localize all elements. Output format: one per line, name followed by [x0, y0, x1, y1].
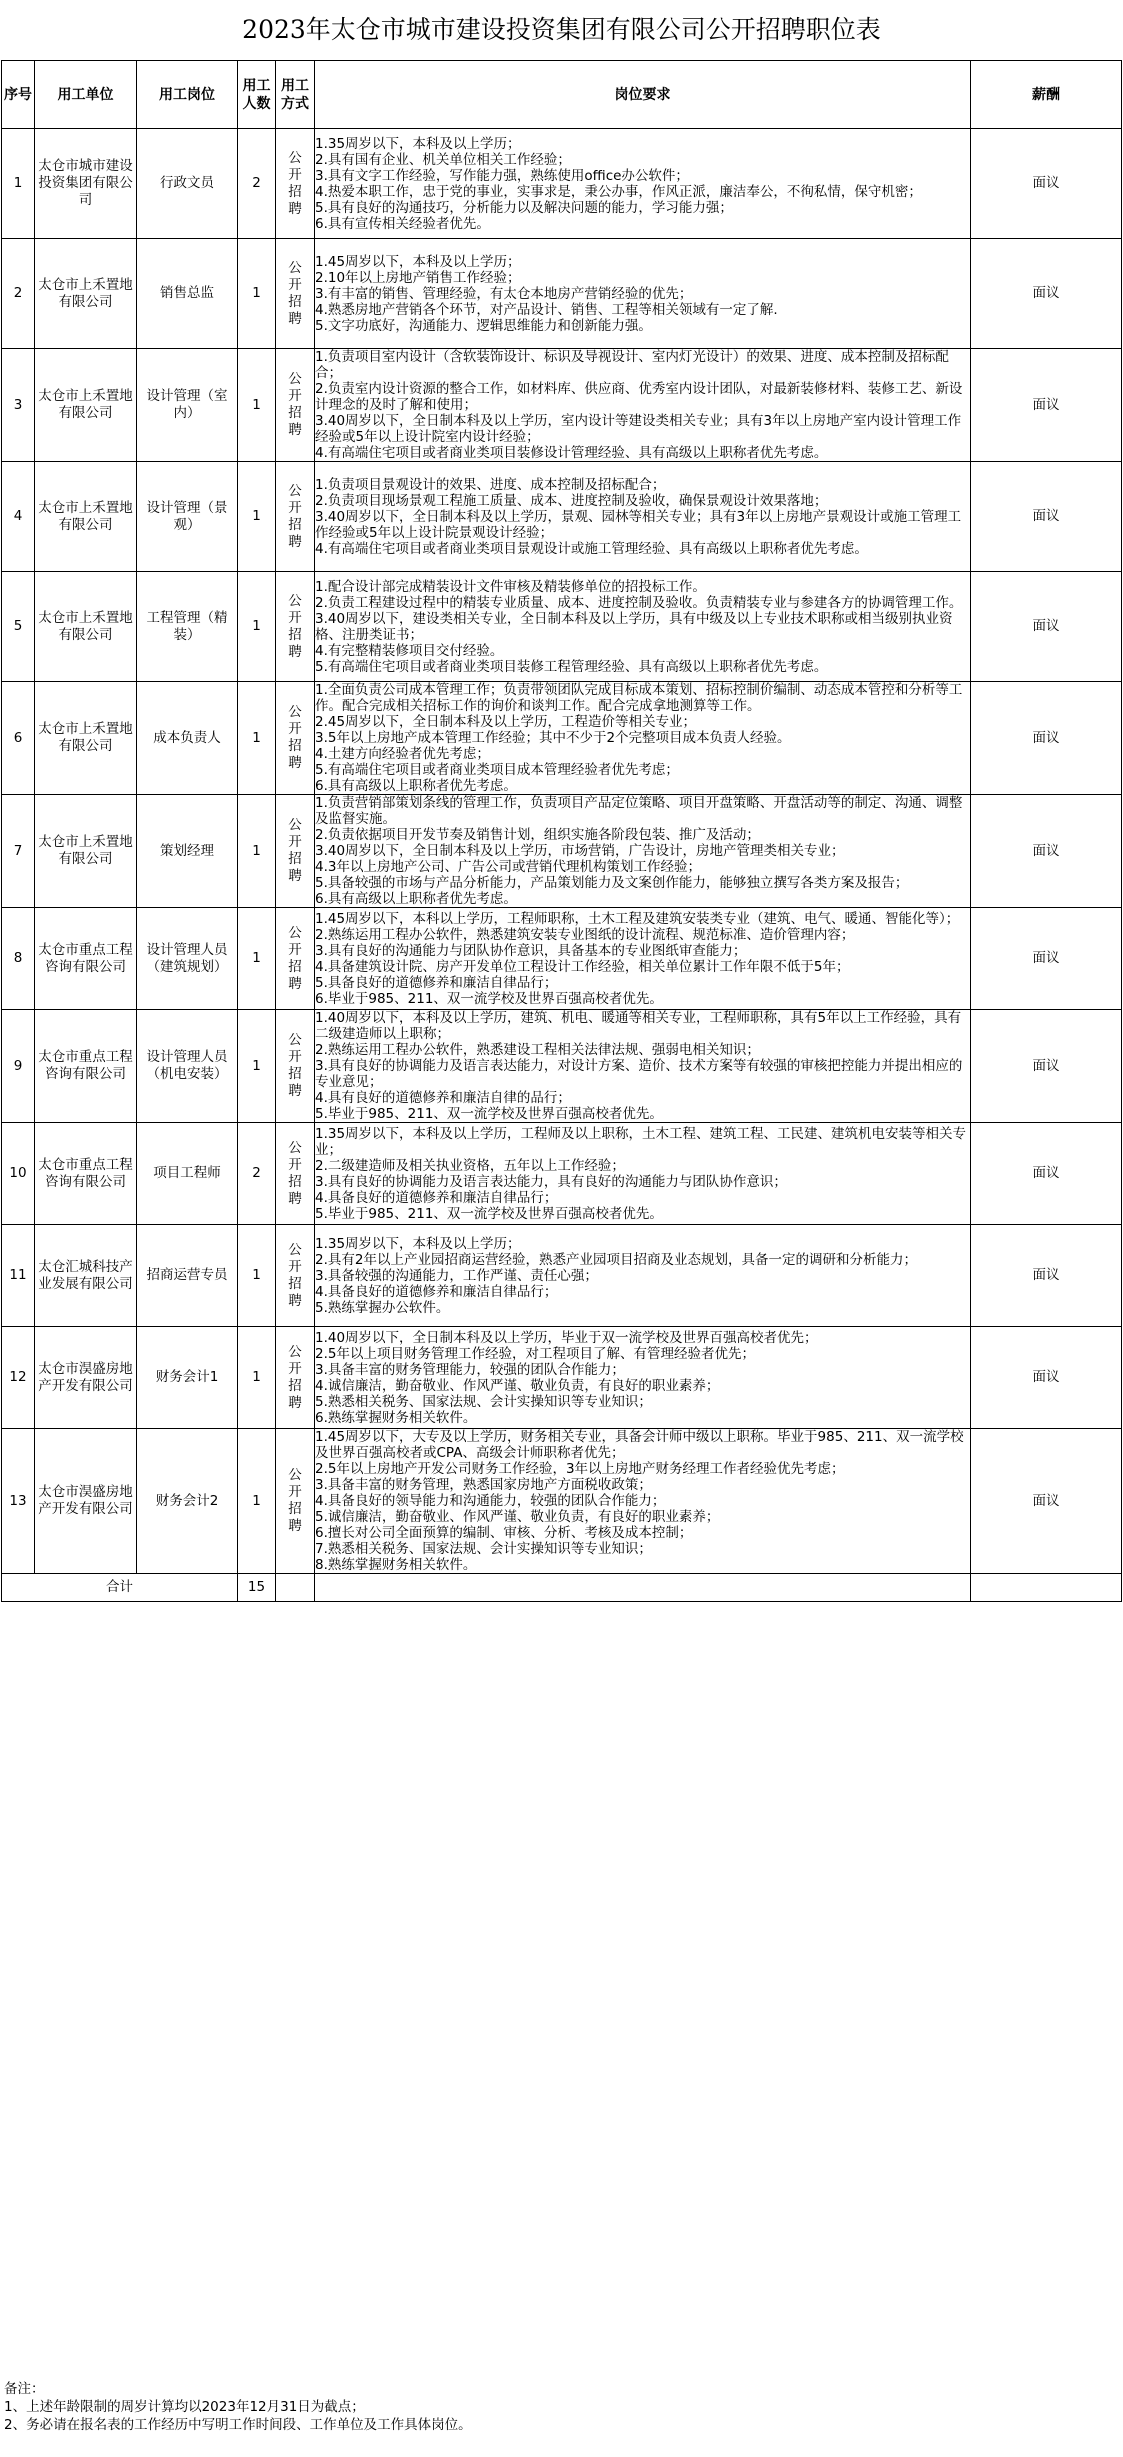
requirement-line: 4.有高端住宅项目或者商业类项目景观设计或施工管理经验、具有高级以上职称者优先考虑。 [315, 540, 868, 557]
total-empty-salary [971, 1574, 1122, 1602]
requirement-line: 5.熟练掌握办公软件。 [315, 1299, 450, 1316]
total-label: 合计 [2, 1574, 238, 1602]
row-position: 财务会计2 [137, 1429, 238, 1574]
requirement-line: 6.毕业于985、211、双一流学校及世界百强高校者优先。 [315, 990, 663, 1007]
row-no: 11 [2, 1225, 35, 1327]
table-row [2, 129, 1122, 239]
row-method: 公开招聘 [276, 1123, 315, 1225]
row-unit: 太仓市上禾置地有限公司 [35, 239, 137, 349]
row-requirements [315, 239, 971, 349]
row-unit: 太仓汇城科技产业发展有限公司 [35, 1225, 137, 1327]
table-row [2, 462, 1122, 572]
requirement-line: 3.具有文字工作经验，写作能力强，熟练使用office办公软件； [315, 167, 689, 184]
row-no: 2 [2, 239, 35, 349]
notes [4, 2380, 472, 2434]
header-count: 用工 人数 [238, 61, 276, 129]
requirement-line: 3.具备较强的沟通能力，工作严谨、责任心强； [315, 1267, 598, 1284]
row-requirements [315, 1225, 971, 1327]
row-position: 成本负责人 [137, 682, 238, 795]
row-unit: 太仓市上禾置地有限公司 [35, 572, 137, 682]
row-salary: 面议 [971, 462, 1122, 572]
row-method: 公开招聘 [276, 462, 315, 572]
requirement-line: 4.土建方向经验者优先考虑； [315, 746, 490, 762]
requirement-line: 5.文字功底好，沟通能力、逻辑思维能力和创新能力强。 [315, 317, 652, 334]
notes-heading: 备注： [4, 2381, 45, 2397]
row-count: 1 [238, 1010, 276, 1123]
row-no: 12 [2, 1327, 35, 1429]
requirement-line: 1.35周岁以下，本科及以上学历，工程师及以上职称，土木工程、建筑工程、工民建、建筑机电安装等相关专业； [315, 1125, 967, 1158]
row-unit: 太仓市上禾置地有限公司 [35, 349, 137, 462]
table-row [2, 1225, 1122, 1327]
requirement-line: 3.40周岁以下，全日制本科及以上学历，室内设计等建设类相关专业；具有3年以上房地产室内设计管理工作经验或5年以上设计院室内设计经验； [315, 413, 962, 445]
requirement-line: 1.40周岁以下，本科及以上学历，建筑、机电、暖通等相关专业，工程师职称，具有5年以上工作经验，具有二级建造师以上职称； [315, 1010, 962, 1042]
row-requirements [315, 1010, 971, 1123]
row-no: 1 [2, 129, 35, 239]
table-row [2, 1123, 1122, 1225]
requirement-line: 1.40周岁以下，全日制本科及以上学历，毕业于双一流学校及世界百强高校者优先； [315, 1329, 818, 1346]
row-count: 1 [238, 462, 276, 572]
row-count: 1 [238, 239, 276, 349]
requirement-line: 3.具有良好的协调能力及语言表达能力，具有良好的沟通能力与团队协作意识； [315, 1173, 787, 1190]
row-method: 公开招聘 [276, 1010, 315, 1123]
row-requirements [315, 1429, 971, 1574]
row-position: 设计管理（室内） [137, 349, 238, 462]
requirement-line: 2.具有2年以上产业园招商运营经验，熟悉产业园项目招商及业态规划，具备一定的调研和分析能力； [315, 1251, 917, 1268]
header-method: 用工 方式 [276, 61, 315, 129]
row-salary: 面议 [971, 908, 1122, 1010]
row-requirements [315, 1327, 971, 1429]
requirement-line: 3.40周岁以下，全日制本科及以上学历，景观、园林等相关专业；具有3年以上房地产景观设计或施工管理工作经验或5年以上设计院景观设计经验； [315, 508, 962, 541]
requirement-line: 2.5年以上项目财务管理工作经验，对工程项目了解、有管理经验者优先； [315, 1345, 755, 1362]
table-row [2, 1010, 1122, 1123]
row-salary: 面议 [971, 349, 1122, 462]
table-row [2, 349, 1122, 462]
table-header-row [2, 61, 1122, 129]
requirement-line: 5.具备良好的道德修养和廉洁自律品行； [315, 974, 558, 991]
requirement-line: 1.配合设计部完成精装设计文件审核及精装修单位的招投标工作。 [315, 578, 706, 595]
requirement-line: 5.有高端住宅项目或者商业类项目装修工程管理经验、具有高级以上职称者优先考虑。 [315, 658, 828, 675]
requirement-line: 6.具有宣传相关经验者优先。 [315, 215, 490, 232]
requirement-line: 1.负责项目景观设计的效果、进度、成本控制及招标配合； [315, 476, 666, 493]
row-count: 1 [238, 572, 276, 682]
row-unit: 太仓市重点工程咨询有限公司 [35, 1010, 137, 1123]
row-count: 1 [238, 682, 276, 795]
job-table [1, 60, 1122, 1602]
table-row [2, 572, 1122, 682]
requirement-line: 5.具有良好的沟通技巧，分析能力以及解决问题的能力，学习能力强； [315, 199, 733, 216]
requirement-line: 4.有高端住宅项目或者商业类项目装修设计管理经验、具有高级以上职称者优先考虑。 [315, 445, 828, 461]
row-position: 设计管理（景观） [137, 462, 238, 572]
row-no: 10 [2, 1123, 35, 1225]
requirement-line: 2.负责工程建设过程中的精装专业质量、成本、进度控制及验收。负责精装专业与参建各方的协调管理工作。 [315, 594, 963, 611]
row-requirements [315, 572, 971, 682]
row-method: 公开招聘 [276, 1327, 315, 1429]
row-position: 销售总监 [137, 239, 238, 349]
table-body [2, 129, 1122, 1574]
row-salary: 面议 [971, 572, 1122, 682]
total-empty-method [276, 1574, 315, 1602]
row-method: 公开招聘 [276, 349, 315, 462]
table-row [2, 239, 1122, 349]
row-no: 7 [2, 795, 35, 908]
header-requirements: 岗位要求 [315, 61, 971, 129]
row-position: 设计管理人员（机电安装） [137, 1010, 238, 1123]
row-no: 4 [2, 462, 35, 572]
requirement-line: 2.10年以上房地产销售工作经验； [315, 269, 521, 286]
row-position: 招商运营专员 [137, 1225, 238, 1327]
row-unit: 太仓市上禾置地有限公司 [35, 462, 137, 572]
row-count: 1 [238, 349, 276, 462]
requirement-line: 2.5年以上房地产开发公司财务工作经验，3年以上房地产财务经理工作者经验优先考虑； [315, 1461, 845, 1477]
row-method: 公开招聘 [276, 129, 315, 239]
row-unit: 太仓市重点工程咨询有限公司 [35, 1123, 137, 1225]
requirement-line: 2.具有国有企业、机关单位相关工作经验； [315, 151, 571, 168]
row-method: 公开招聘 [276, 1225, 315, 1327]
row-unit: 太仓市城市建设投资集团有限公司 [35, 129, 137, 239]
row-salary: 面议 [971, 1225, 1122, 1327]
row-no: 3 [2, 349, 35, 462]
requirement-line: 4.具有良好的道德修养和廉洁自律的品行； [315, 1090, 571, 1106]
requirement-line: 2.二级建造师及相关执业资格，五年以上工作经验； [315, 1157, 625, 1174]
row-unit: 太仓市重点工程咨询有限公司 [35, 908, 137, 1010]
requirement-line: 6.具有高级以上职称者优先考虑。 [315, 778, 517, 794]
requirement-line: 2.熟练运用工程办公软件，熟悉建设工程相关法律法规、强弱电相关知识； [315, 1042, 760, 1058]
row-count: 1 [238, 1327, 276, 1429]
requirement-line: 4.具备良好的道德修养和廉洁自律品行； [315, 1283, 558, 1300]
requirement-line: 1.35周岁以下，本科及以上学历； [315, 135, 521, 152]
requirement-line: 3.40周岁以下，建设类相关专业，全日制本科及以上学历，具有中级及以上专业技术职称或相当级别执业资格、注册类证书； [315, 610, 953, 643]
total-row [2, 1574, 1122, 1602]
requirement-line: 6.具有高级以上职称者优先考虑。 [315, 891, 517, 907]
requirement-line: 2.45周岁以下，全日制本科及以上学历，工程造价等相关专业； [315, 714, 697, 730]
row-method: 公开招聘 [276, 572, 315, 682]
row-no: 6 [2, 682, 35, 795]
requirement-line: 3.具有良好的沟通能力与团队协作意识，具备基本的专业图纸审查能力； [315, 942, 747, 959]
requirement-line: 8.熟练掌握财务相关软件。 [315, 1557, 477, 1573]
row-position: 策划经理 [137, 795, 238, 908]
requirement-line: 1.45周岁以下，本科以上学历，工程师职称，土木工程及建筑安装类专业（建筑、电气、暖通、智能化等）； [315, 910, 960, 927]
page-title: 2023年太仓市城市建设投资集团有限公司公开招聘职位表 [242, 15, 881, 44]
row-requirements [315, 349, 971, 462]
row-salary: 面议 [971, 1327, 1122, 1429]
row-method: 公开招聘 [276, 239, 315, 349]
row-count: 2 [238, 1123, 276, 1225]
header-salary: 薪酬 [971, 61, 1122, 129]
row-count: 1 [238, 1429, 276, 1574]
row-no: 9 [2, 1010, 35, 1123]
row-unit: 太仓市上禾置地有限公司 [35, 682, 137, 795]
table-row [2, 795, 1122, 908]
row-count: 1 [238, 795, 276, 908]
row-requirements [315, 129, 971, 239]
row-no: 8 [2, 908, 35, 1010]
requirement-line: 2.负责项目现场景观工程施工质量、成本、进度控制及验收，确保景观设计效果落地； [315, 492, 828, 509]
row-position: 行政文员 [137, 129, 238, 239]
row-salary: 面议 [971, 129, 1122, 239]
row-count: 1 [238, 1225, 276, 1327]
row-position: 设计管理人员（建筑规划） [137, 908, 238, 1010]
table-row [2, 908, 1122, 1010]
row-salary: 面议 [971, 1429, 1122, 1574]
requirement-line: 7.熟悉相关税务、国家法规、会计实操知识等专业知识； [315, 1541, 652, 1557]
requirement-line: 4.3年以上房地产公司、广告公司或营销代理机构策划工作经验； [315, 859, 701, 875]
row-method: 公开招聘 [276, 682, 315, 795]
requirement-line: 4.诚信廉洁，勤奋敬业、作风严谨、敬业负责，有良好的职业素养； [315, 1377, 720, 1394]
requirement-line: 4.有完整精装修项目交付经验。 [315, 642, 504, 659]
row-position: 项目工程师 [137, 1123, 238, 1225]
requirement-line: 5.诚信廉洁，勤奋敬业、作风严谨、敬业负责，有良好的职业素养； [315, 1509, 720, 1525]
requirement-line: 5.有高端住宅项目或者商业类项目成本管理经验者优先考虑； [315, 762, 679, 778]
table-row [2, 1429, 1122, 1574]
requirement-line: 2.熟练运用工程办公软件，熟悉建筑安装专业图纸的设计流程、规范标准、造价管理内容； [315, 926, 855, 943]
requirement-line: 2.负责室内设计资源的整合工作，如材料库、供应商、优秀室内设计团队，对最新装修材料、装修工艺、新设计理念的及时了解和使用； [315, 381, 963, 413]
requirement-line: 6.熟练掌握财务相关软件。 [315, 1409, 477, 1426]
row-salary: 面议 [971, 1010, 1122, 1123]
requirement-line: 4.具备良好的道德修养和廉洁自律品行； [315, 1189, 558, 1206]
row-no: 5 [2, 572, 35, 682]
requirement-line: 3.5年以上房地产成本管理工作经验；其中不少于2个完整项目成本负责人经验。 [315, 730, 791, 746]
row-requirements [315, 795, 971, 908]
header-unit: 用工单位 [35, 61, 137, 129]
total-value: 15 [238, 1574, 276, 1602]
table-row [2, 1327, 1122, 1429]
row-method: 公开招聘 [276, 1429, 315, 1574]
row-unit: 太仓市淏盛房地产开发有限公司 [35, 1327, 137, 1429]
requirement-line: 1.全面负责公司成本管理工作；负责带领团队完成目标成本策划、招标控制价编制、动态成本管控和分析等工作。配合完成相关招标工作的询价和谈判工作。配合完成拿地测算等工作。 [315, 682, 963, 714]
requirement-line: 1.负责项目室内设计（含软装饰设计、标识及导视设计、室内灯光设计）的效果、进度、成本控制及招标配合； [315, 349, 949, 381]
row-unit: 太仓市淏盛房地产开发有限公司 [35, 1429, 137, 1574]
row-requirements [315, 462, 971, 572]
row-salary: 面议 [971, 795, 1122, 908]
row-no: 13 [2, 1429, 35, 1574]
row-count: 2 [238, 129, 276, 239]
requirement-line: 1.45周岁以下，大专及以上学历，财务相关专业，具备会计师中级以上职称。毕业于985、211、双一流学校及世界百强高校者或CPA、高级会计师职称者优先； [315, 1429, 964, 1461]
requirement-line: 2.负责依据项目开发节奏及销售计划，组织实施各阶段包装、推广及活动； [315, 827, 760, 843]
requirement-line: 1.负责营销部策划条线的管理工作，负责项目产品定位策略、项目开盘策略、开盘活动等的制定、沟通、调整及监督实施。 [315, 795, 963, 827]
requirement-line: 4.热爱本职工作，忠于党的事业，实事求是，秉公办事，作风正派，廉洁奉公，不徇私情，保守机密； [315, 183, 922, 200]
requirement-line: 1.45周岁以下，本科及以上学历； [315, 253, 521, 270]
requirement-line: 3.具备丰富的财务管理，熟悉国家房地产方面税收政策； [315, 1477, 652, 1493]
requirement-line: 3.具有良好的协调能力及语言表达能力，对设计方案、造价、技术方案等有较强的审核把控能力并提出相应的专业意见； [315, 1058, 963, 1090]
row-position: 工程管理（精装） [137, 572, 238, 682]
requirement-line: 5.具备较强的市场与产品分析能力，产品策划能力及文案创作能力，能够独立撰写各类方案及报告； [315, 875, 909, 891]
requirement-line: 1.35周岁以下，本科及以上学历； [315, 1235, 521, 1252]
row-count: 1 [238, 908, 276, 1010]
row-requirements [315, 1123, 971, 1225]
requirement-line: 4.熟悉房地产营销各个环节，对产品设计、销售、工程等相关领域有一定了解. [315, 301, 778, 318]
requirement-line: 3.具备丰富的财务管理能力，较强的团队合作能力； [315, 1361, 625, 1378]
total-empty-requirements [315, 1574, 971, 1602]
requirement-line: 5.毕业于985、211、双一流学校及世界百强高校者优先。 [315, 1205, 663, 1222]
requirement-line: 4.具备建筑设计院、房产开发单位工程设计工作经验，相关单位累计工作年限不低于5年； [315, 958, 850, 975]
requirement-line: 3.有丰富的销售、管理经验，有太仓本地房产营销经验的优先； [315, 285, 693, 302]
requirement-line: 3.40周岁以下，全日制本科及以上学历，市场营销，广告设计，房地产管理类相关专业； [315, 843, 845, 859]
row-method: 公开招聘 [276, 795, 315, 908]
header-position: 用工岗位 [137, 61, 238, 129]
row-method: 公开招聘 [276, 908, 315, 1010]
note-item: 2、务必请在报名表的工作经历中写明工作时间段、工作单位及工作具体岗位。 [4, 2417, 472, 2433]
requirement-line: 5.熟悉相关税务、国家法规、会计实操知识等专业知识； [315, 1393, 652, 1410]
requirement-line: 5.毕业于985、211、双一流学校及世界百强高校者优先。 [315, 1106, 663, 1122]
row-unit: 太仓市上禾置地有限公司 [35, 795, 137, 908]
note-item: 1、上述年龄限制的周岁计算均以2023年12月31日为截点； [4, 2399, 365, 2415]
row-requirements [315, 908, 971, 1010]
requirement-line: 4.具备良好的领导能力和沟通能力，较强的团队合作能力； [315, 1493, 666, 1509]
row-salary: 面议 [971, 239, 1122, 349]
requirement-line: 6.擅长对公司全面预算的编制、审核、分析、考核及成本控制； [315, 1525, 693, 1541]
row-salary: 面议 [971, 1123, 1122, 1225]
table-row [2, 682, 1122, 795]
row-position: 财务会计1 [137, 1327, 238, 1429]
row-requirements [315, 682, 971, 795]
header-no: 序号 [2, 61, 35, 129]
row-salary: 面议 [971, 682, 1122, 795]
